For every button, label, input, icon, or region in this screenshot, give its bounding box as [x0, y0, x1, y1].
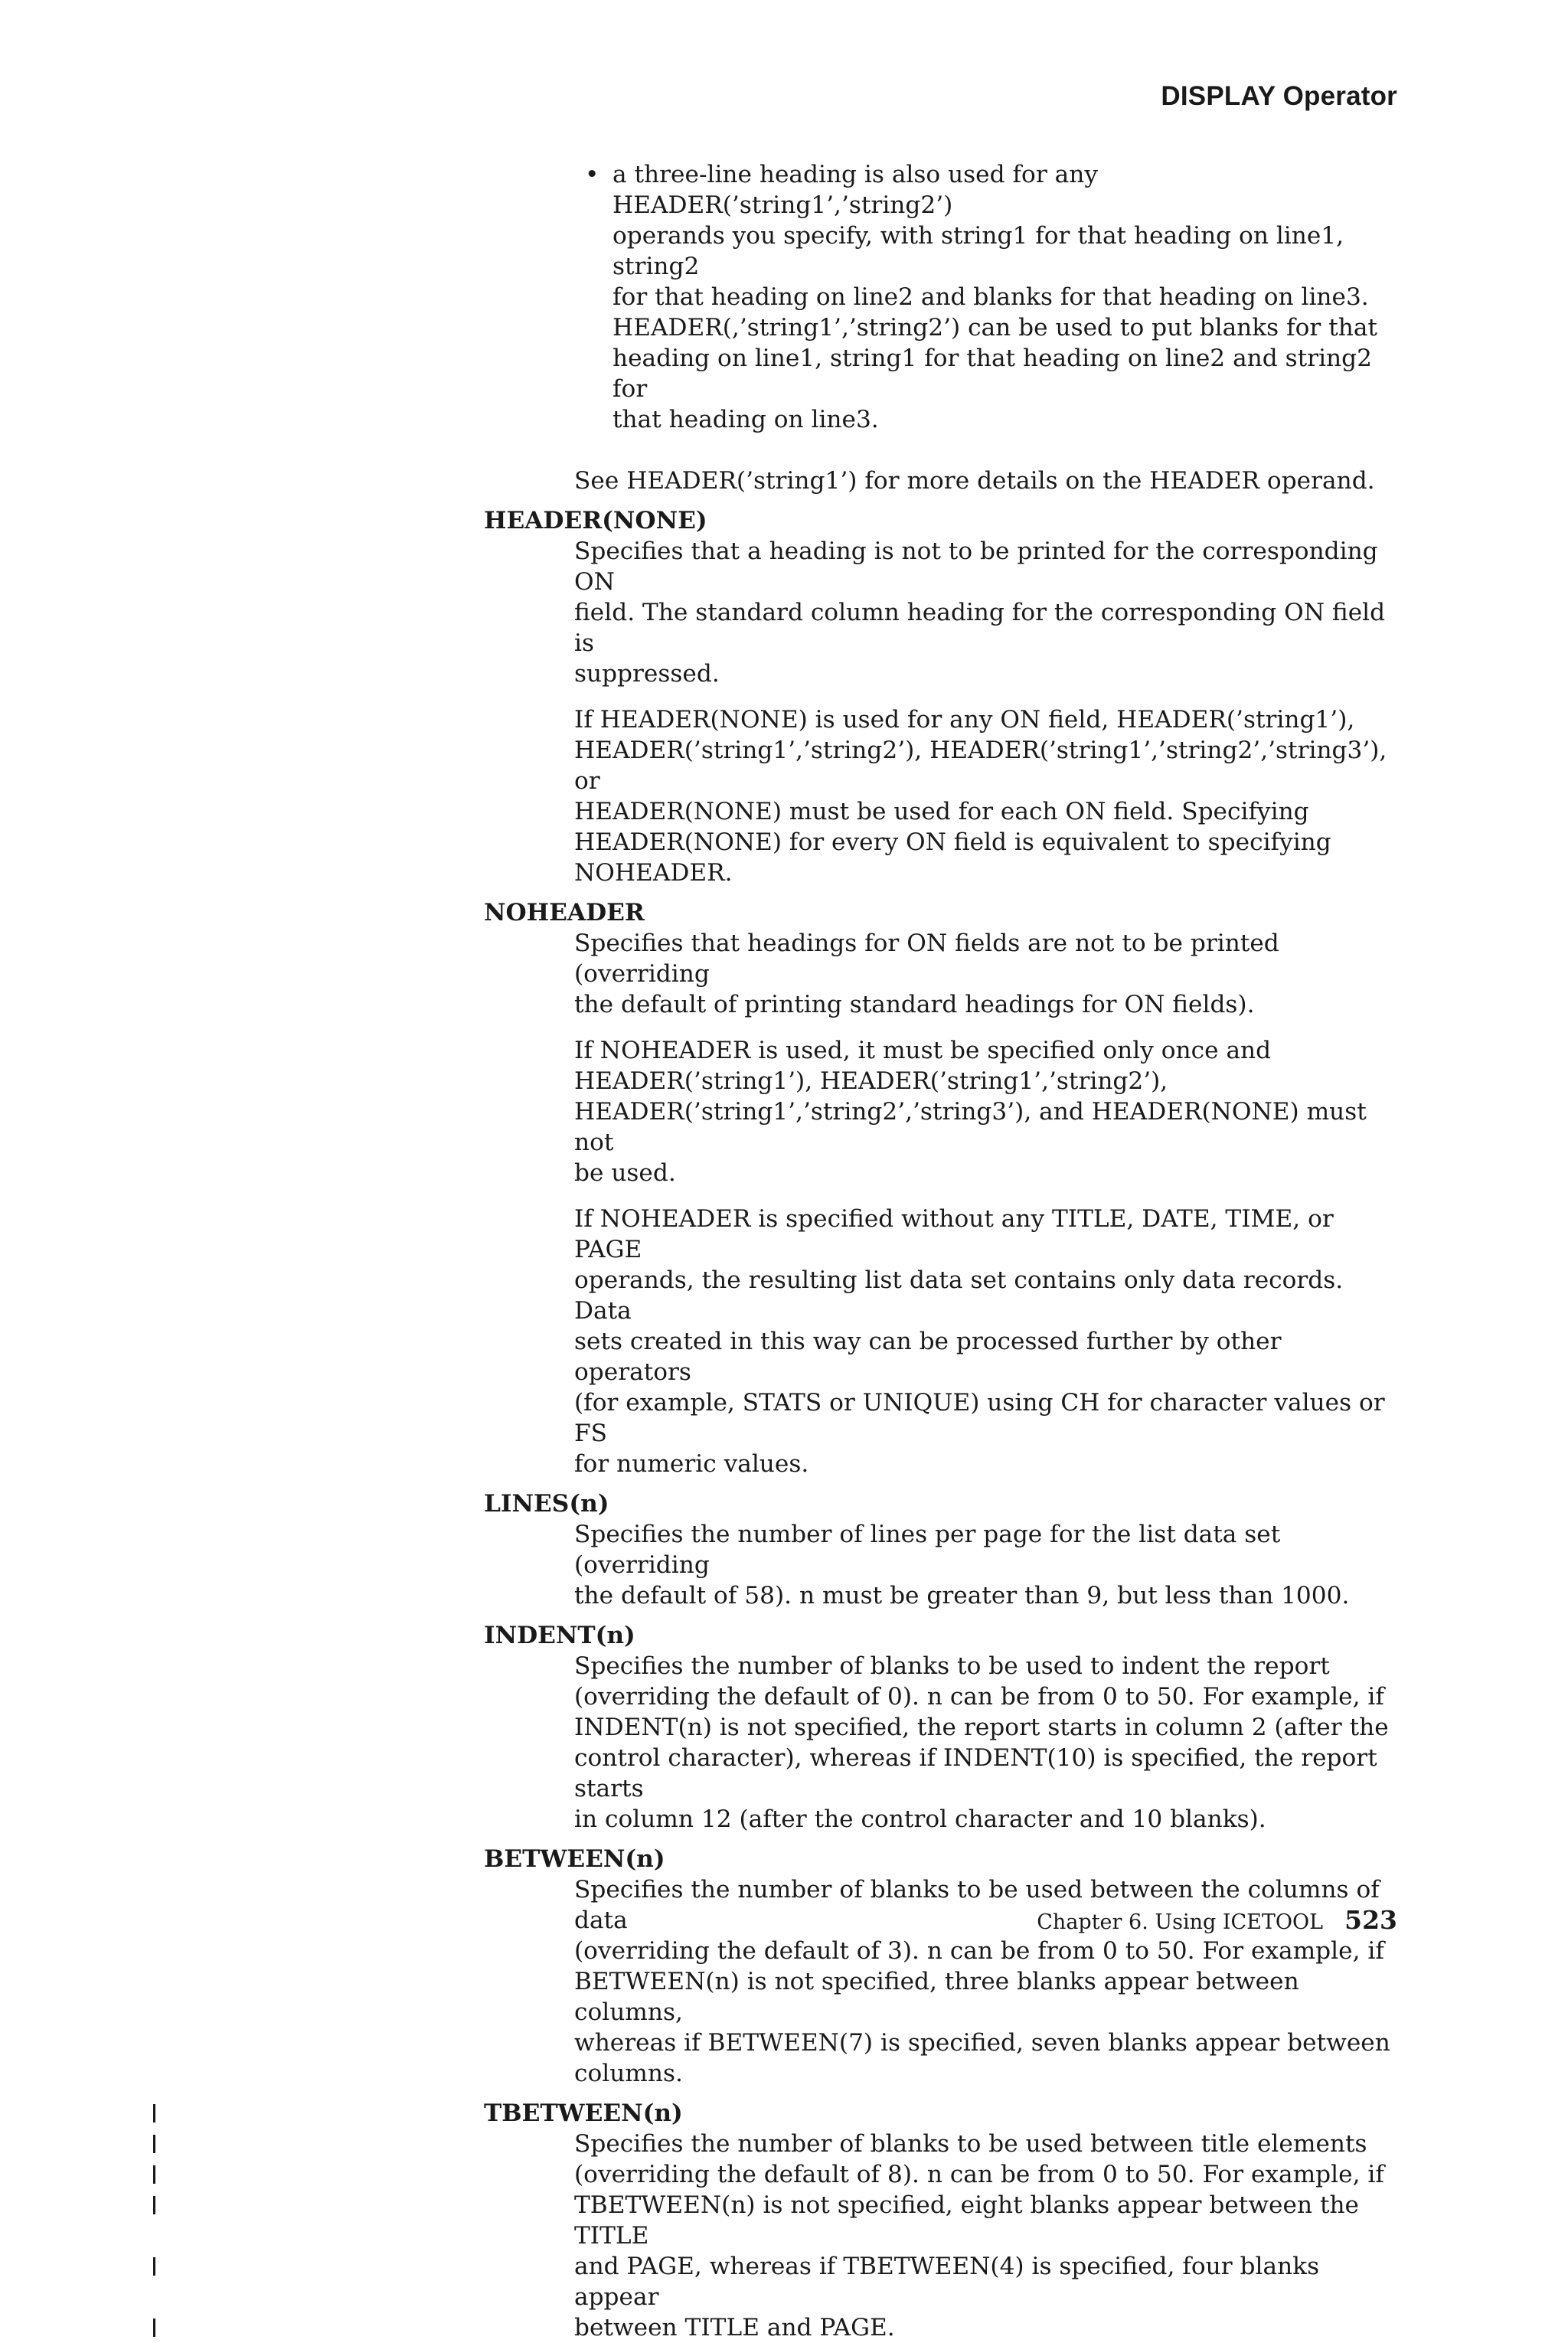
definition-entry — [484, 1620, 1403, 1835]
chapter-label: Chapter 6. Using ICETOOL — [1037, 1910, 1324, 1934]
text-line: INDENT(n) is not specified, the report starts in column 2 (after the — [574, 1714, 1389, 1741]
text-line: control character), whereas if INDENT(10) is specified, the report starts — [574, 1744, 1377, 1802]
text-line: suppressed. — [574, 660, 720, 688]
change-bar — [153, 2257, 155, 2276]
change-bar — [153, 2165, 155, 2184]
text-line: HEADER(NONE) for every ON field is equivalent to specifying — [574, 828, 1331, 856]
text-line: (for example, STATS or UNIQUE) using CH for character values or FS — [574, 1389, 1385, 1447]
text-line: (overriding the default of 0). n can be from 0 to 50. For example, if — [574, 1683, 1384, 1711]
definition-term: LINES(n) — [484, 1490, 609, 1518]
definition-description — [574, 928, 1403, 1479]
description-paragraph — [574, 2129, 1403, 2343]
description-paragraph — [574, 928, 1403, 1020]
text-line: TBETWEEN(n) is not specified, eight blanks appear between the TITLE — [574, 2191, 1360, 2250]
page-body — [484, 159, 1403, 2343]
bullet-line: for that heading on line2 and blanks for that heading on line3. — [612, 283, 1369, 311]
change-bar — [153, 2135, 155, 2153]
text-line: If NOHEADER is used, it must be specified only once and — [574, 1037, 1272, 1064]
change-bar — [153, 2196, 155, 2214]
text-line: NOHEADER. — [574, 859, 733, 887]
definition-description — [574, 2129, 1403, 2343]
text-line: If NOHEADER is specified without any TITLE, DATE, TIME, or PAGE — [574, 1205, 1334, 1263]
text-line: whereas if BETWEEN(7) is specified, seven blanks appear between — [574, 2029, 1390, 2057]
description-paragraph — [574, 1519, 1403, 1611]
bullet-text — [612, 159, 1403, 435]
text-line: HEADER(’string1’), HEADER(’string1’,’string2’), — [574, 1067, 1168, 1095]
text-line: If HEADER(NONE) is used for any ON field, HEADER(’string1’), — [574, 706, 1355, 734]
definition-term: BETWEEN(n) — [484, 1845, 665, 1873]
text-line: for numeric values. — [574, 1450, 809, 1478]
text-line: BETWEEN(n) is not specified, three blanks appear between columns, — [574, 1968, 1299, 2026]
bullet-line: heading on line1, string1 for that heading on line2 and string2 for — [612, 345, 1372, 403]
description-paragraph — [574, 536, 1403, 689]
text-line: Specifies the number of blanks to be used to indent the report — [574, 1652, 1330, 1680]
definition-entry — [484, 505, 1403, 888]
bullet-icon: • — [585, 161, 599, 188]
page-footer — [1037, 1905, 1397, 1935]
bullet-line: a three-line heading is also used for any HEADER(’string1’,’string2’) — [612, 161, 1098, 219]
text-line: Specifies that headings for ON fields are not to be printed (overriding — [574, 930, 1279, 988]
text-line: the default of 58). n must be greater than 9, but less than 1000. — [574, 1582, 1350, 1609]
bullet-item — [585, 159, 1403, 435]
description-paragraph — [574, 1204, 1403, 1479]
bullet-line: operands you specify, with string1 for that heading on line1, string2 — [612, 222, 1344, 280]
see-also-paragraph: See HEADER(’string1’) for more details on the HEADER operand. — [574, 467, 1375, 495]
definition-term: HEADER(NONE) — [484, 507, 707, 534]
text-line: columns. — [574, 2060, 683, 2087]
text-line: Specifies the number of lines per page for the list data set (overriding — [574, 1521, 1281, 1579]
text-line: Specifies the number of blanks to be used between the columns of data — [574, 1876, 1380, 1934]
text-line: (overriding the default of 3). n can be from 0 to 50. For example, if — [574, 1937, 1384, 1965]
definition-term: NOHEADER — [484, 899, 645, 926]
definition-entry — [484, 2098, 1403, 2343]
definition-entry — [484, 897, 1403, 1479]
text-line: between TITLE and PAGE. — [574, 2314, 895, 2341]
running-header-title: DISPLAY Operator — [1161, 81, 1397, 111]
bullet-line: HEADER(,’string1’,’string2’) can be used to put blanks for that — [612, 314, 1377, 341]
text-line: operands, the resulting list data set contains only data records. Data — [574, 1266, 1344, 1325]
text-line: Specifies that a heading is not to be printed for the corresponding ON — [574, 538, 1378, 596]
definition-description — [574, 536, 1403, 888]
text-line: Specifies the number of blanks to be used between title elements — [574, 2130, 1367, 2158]
description-paragraph — [574, 704, 1403, 888]
text-line: sets created in this way can be processed further by other operators — [574, 1328, 1282, 1386]
text-line: (overriding the default of 8). n can be from 0 to 50. For example, if — [574, 2161, 1384, 2188]
page-number: 523 — [1344, 1905, 1397, 1935]
text-line: in column 12 (after the control character and 10 blanks). — [574, 1805, 1266, 1833]
change-bar — [153, 2318, 155, 2337]
bullet-line: that heading on line3. — [612, 406, 879, 433]
description-paragraph — [574, 1035, 1403, 1188]
definition-list — [484, 505, 1403, 2343]
text-line: HEADER(’string1’,’string2’,’string3’), and HEADER(NONE) must not — [574, 1098, 1367, 1156]
text-line: HEADER(NONE) must be used for each ON field. Specifying — [574, 798, 1309, 825]
text-line: the default of printing standard headings for ON fields). — [574, 991, 1255, 1018]
definition-description — [574, 1519, 1403, 1611]
text-line: and PAGE, whereas if TBETWEEN(4) is specified, four blanks appear — [574, 2253, 1320, 2311]
definition-term: TBETWEEN(n) — [484, 2100, 683, 2127]
definition-term: INDENT(n) — [484, 1622, 635, 1649]
description-paragraph — [574, 1651, 1403, 1835]
text-line: HEADER(’string1’,’string2’), HEADER(’string1’,’string2’,’string3’), or — [574, 737, 1387, 795]
text-line: field. The standard column heading for the corresponding ON field is — [574, 599, 1386, 657]
definition-entry — [484, 1844, 1403, 2089]
definition-entry — [484, 1488, 1403, 1611]
definition-description — [574, 1651, 1403, 1835]
change-bar — [153, 2104, 155, 2122]
text-line: be used. — [574, 1159, 676, 1187]
